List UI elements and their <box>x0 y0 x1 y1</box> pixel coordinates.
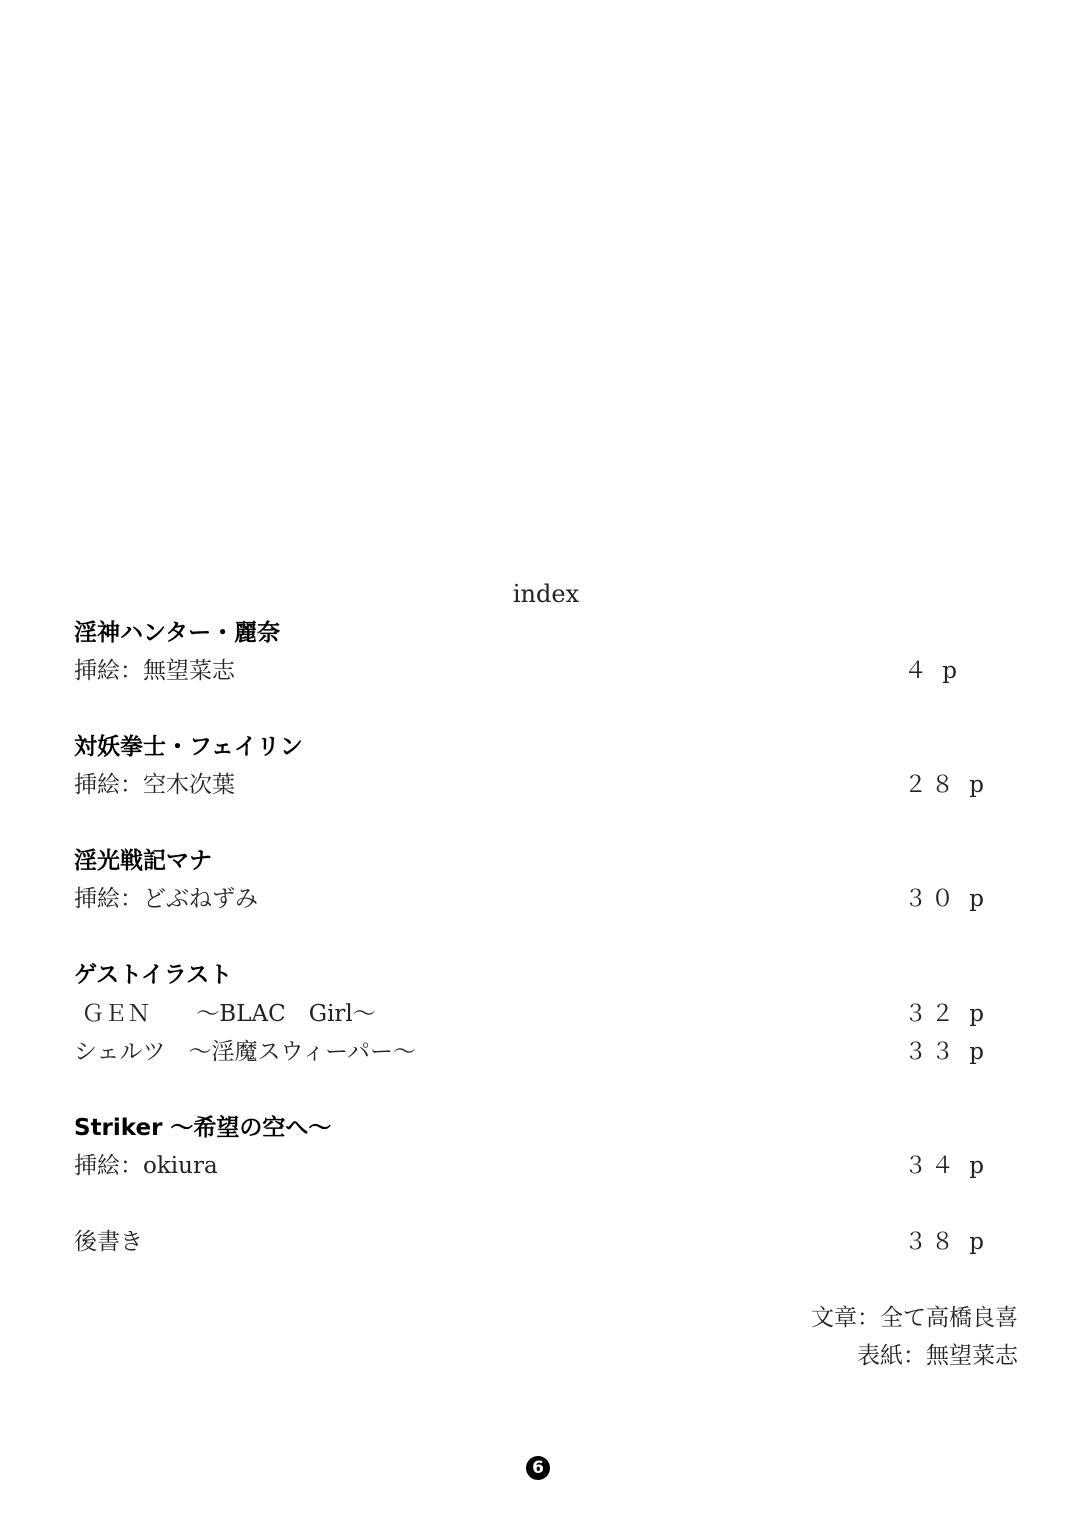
afterword-page: ３８ p <box>904 1229 989 1255</box>
entry-label-5-1: 挿絵：okiura <box>74 1153 218 1179</box>
credit-cover: 表紙：無望菜志 <box>857 1343 1018 1369</box>
entry-label-3-1: 挿絵：どぶねずみ <box>74 886 258 912</box>
entry-label-2-1: 挿絵：空木次葉 <box>74 772 235 798</box>
entry-page-1-1: ４ p <box>904 658 962 684</box>
entry-page-4-1: ３２ p <box>904 1001 989 1027</box>
index-title: index <box>512 580 580 608</box>
page-number: 6 <box>526 1456 550 1480</box>
entry-page-5-1: ３４ p <box>904 1153 989 1179</box>
section-heading-3: 淫光戦記マナ <box>74 848 212 874</box>
section-heading-5: Striker ～希望の空へ～ <box>74 1115 332 1141</box>
entry-page-2-1: ２８ p <box>904 772 989 798</box>
entry-label-4-2: シェルツ ～淫魔スウィーパー～ <box>74 1039 417 1065</box>
credit-text: 文章：全て高橋良喜 <box>811 1305 1018 1331</box>
section-heading-2: 対妖拳士・フェイリン <box>74 734 303 760</box>
entry-label-4-1: ＧＥＮ ～BLAC Girl～ <box>74 1001 376 1027</box>
section-heading-1: 淫神ハンター・麗奈 <box>74 620 281 646</box>
entry-page-4-2: ３３ p <box>904 1039 989 1065</box>
afterword-label: 後書き <box>74 1229 143 1255</box>
section-heading-4: ゲストイラスト <box>74 962 233 988</box>
entry-label-1-1: 挿絵：無望菜志 <box>74 658 235 684</box>
entry-page-3-1: ３０ p <box>904 886 989 912</box>
